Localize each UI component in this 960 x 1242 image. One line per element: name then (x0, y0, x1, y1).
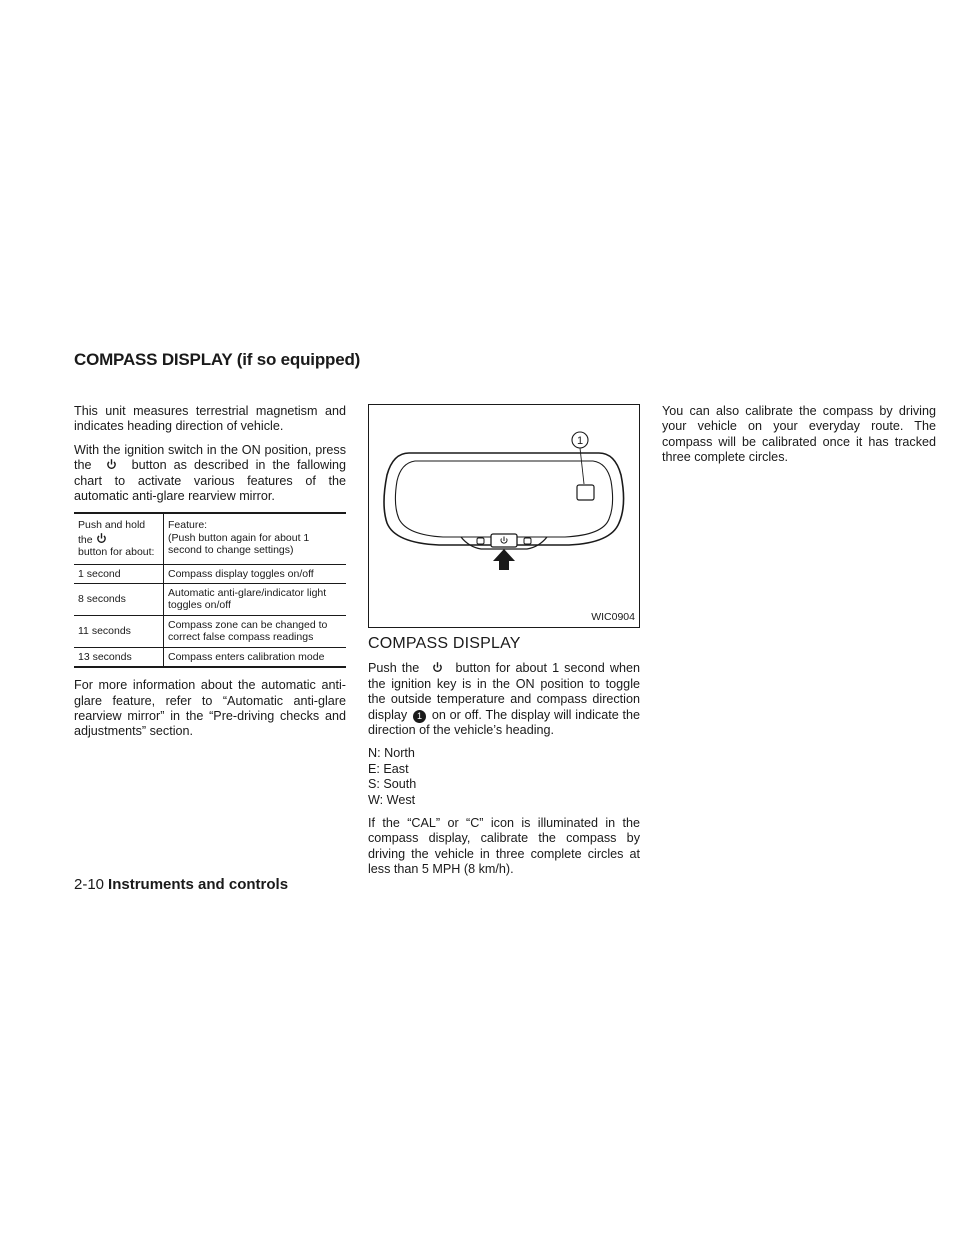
row-feature: Automatic anti-glare/indicator light toggles on/off (164, 584, 347, 616)
right-indicator (524, 538, 531, 544)
table-row (74, 584, 346, 616)
power-button-icon (93, 532, 111, 546)
compass-display-heading: COMPASS DISPLAY (368, 635, 521, 652)
figure-code: WIC0904 (591, 610, 635, 623)
compass-display (577, 485, 594, 500)
toggle-text-b: button for about 1 second when the ignition key is in the ON position to toggle the outside temperature and compass direction display (368, 661, 641, 722)
table-row (74, 564, 346, 583)
callout-number: 1 (576, 435, 584, 447)
row-time: 8 seconds (74, 584, 164, 616)
chapter-title: Instruments and controls (108, 876, 289, 893)
reference-paragraph: For more information about the automatic anti-glare feature, refer to “Automatic anti-glare rearview mirror” in the “Pre-driving checks and adjustments” section. (74, 678, 346, 739)
header-the: the (78, 533, 93, 546)
list-item: N: North (368, 746, 415, 761)
list-item: S: South (368, 777, 417, 792)
power-button-icon (99, 458, 125, 472)
power-button-icon (424, 661, 450, 675)
mirror-glass (395, 461, 612, 537)
list-item: E: East (368, 761, 409, 776)
row-feature: Compass zone can be changed to correct false compass readings (164, 615, 347, 647)
row-feature: Compass enters calibration mode (164, 647, 347, 667)
table-header-duration (74, 513, 164, 564)
page-number: 2-10 (74, 876, 105, 893)
intro-paragraph: This unit measures terrestrial magnetism and indicates heading direction of vehicle. (74, 404, 346, 434)
column-2 (368, 404, 640, 886)
row-time: 1 second (74, 564, 164, 583)
callout-1-icon: 1 (413, 710, 426, 723)
table-header-row (74, 513, 346, 564)
instruction-text-b: button as described in the fallowing chart to activate various features of the automatic anti-glare rearview mirror. (74, 458, 347, 504)
row-feature: Compass display toggles on/off (164, 564, 347, 583)
route-calibration-paragraph: You can also calibrate the compass by driving your vehicle on your everyday route. The compass will be calibrated once it has tracked three complete circles. (662, 404, 936, 465)
row-time: 11 seconds (74, 615, 164, 647)
page-footer (74, 876, 288, 893)
mirror-illustration (368, 404, 640, 628)
toggle-paragraph (368, 661, 640, 738)
left-indicator (477, 538, 484, 544)
header-button-for: button for about: (78, 546, 155, 559)
table-header-feature (164, 513, 347, 564)
column-1 (74, 404, 346, 748)
instruction-text-a: With the ignition switch in the ON position, press the (74, 442, 346, 473)
column-3 (662, 404, 936, 474)
feature-table (74, 512, 346, 668)
mirror-housing (384, 453, 624, 545)
instruction-paragraph (74, 443, 346, 505)
header-feature-note: (Push button again for about 1 second to change settings) (168, 531, 310, 557)
toggle-text-a: Push the (368, 661, 420, 676)
row-time: 13 seconds (74, 647, 164, 667)
header-feature: Feature: (168, 519, 208, 532)
calibration-paragraph: If the “CAL” or “C” icon is illuminated in the compass display, calibrate the compass by driving the vehicle in three complete circles at less than 5 MPH (8 km/h). (368, 816, 640, 877)
header-push-hold: Push and hold (78, 519, 146, 532)
pointer-arrow (493, 549, 515, 570)
list-item: W: West (368, 792, 416, 807)
table-row (74, 615, 346, 647)
section-title: COMPASS DISPLAY (if so equipped) (74, 350, 361, 369)
table-row (74, 647, 346, 667)
header-the-line (78, 532, 159, 546)
direction-list (368, 746, 640, 808)
toggle-text-c: on or off. The display will indicate the direction of the vehicle’s heading. (368, 707, 641, 738)
